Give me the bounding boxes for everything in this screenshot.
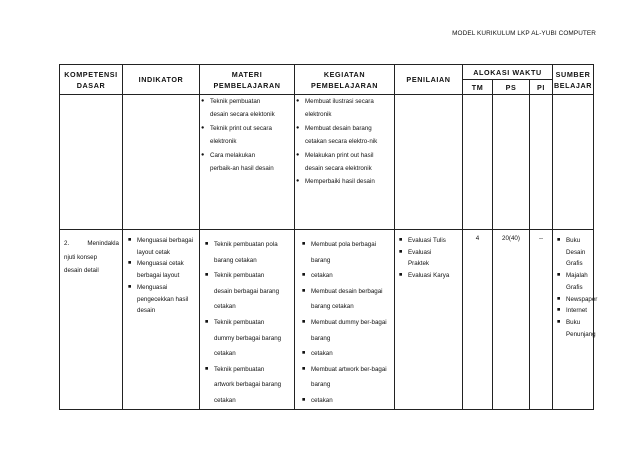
list-item-line: Membuat desain barang [305, 124, 372, 132]
list-item-line: Penunjang [566, 330, 596, 338]
list-item-line: barang [311, 256, 331, 264]
list-item [556, 270, 592, 293]
list-item [204, 315, 292, 362]
bullet-square-icon: ■ [205, 318, 209, 325]
list-item [295, 149, 394, 176]
list-item [301, 346, 392, 362]
list-item [301, 284, 392, 315]
bullet-square-icon: ■ [205, 241, 209, 247]
list-item-line: Memperbaiki hasil desain [305, 178, 375, 186]
cell-kompetensi [60, 230, 123, 410]
indikator-list [127, 235, 197, 317]
list-item-line: Menguasai berbagai [137, 237, 194, 244]
col-header-sumber-line2: BELAJAR [553, 80, 593, 90]
list-item-line: Teknik pembuatan pola [214, 241, 278, 248]
list-item [200, 149, 294, 176]
cell-tm: 4 [463, 230, 493, 410]
list-item [127, 258, 197, 281]
bullet-square-icon: ■ [128, 283, 132, 290]
list-item-line: layout cetak [137, 248, 171, 256]
list-item-line: Membuat desain berbagai [311, 287, 383, 295]
materi-list [204, 237, 292, 409]
list-item-line: Praktek [408, 260, 429, 268]
cell-indikator [123, 95, 200, 230]
list-item-line: Buku [566, 318, 581, 326]
list-item-line: Newspaper [566, 295, 598, 303]
list-item-line: Evaluasi Tulis [408, 237, 446, 244]
bullet-square-icon: ■ [399, 248, 403, 255]
list-item [127, 282, 197, 317]
list-item-line: barang [311, 381, 331, 389]
list-item [556, 294, 598, 306]
cell-ps: 20(40) [493, 230, 530, 410]
list-item [295, 175, 394, 188]
kegiatan-list [295, 95, 394, 189]
cell-penilaian [395, 95, 463, 230]
bullet-square-icon: ■ [557, 237, 561, 243]
list-item-line: Membuat pola berbagai [311, 241, 377, 248]
cell-ps [493, 95, 530, 230]
list-item [398, 235, 461, 247]
col-header-materi-line2: PEMBELAJARAN [213, 80, 281, 90]
bullet-square-icon: ■ [205, 365, 209, 372]
list-item [301, 362, 392, 393]
list-item [200, 122, 294, 149]
bullet-dot-icon: ● [296, 124, 300, 131]
bullet-square-icon: ■ [205, 272, 209, 279]
list-item-line: Menguasai [137, 283, 168, 291]
cell-indikator [123, 230, 200, 410]
list-item-line: Majalah [566, 272, 588, 280]
col-header-ps: PS [493, 80, 530, 95]
list-item-line: Menguasai cetak [137, 260, 184, 268]
bullet-square-icon: ■ [302, 350, 306, 357]
kd-line: desain detail [64, 267, 99, 274]
col-header-indikator: INDIKATOR [123, 65, 200, 95]
cell-tm [463, 95, 493, 230]
cell-sumber [553, 95, 594, 230]
col-header-kompetensi-line2: DASAR [76, 80, 106, 90]
list-item-line: barang [311, 334, 331, 342]
list-item-line: cetakan [311, 350, 333, 358]
list-item [200, 95, 294, 122]
col-header-pi: PI [530, 80, 553, 95]
list-item-line: cetakan [214, 303, 236, 311]
cell-kompetensi [60, 95, 123, 230]
list-item-line: cetakan [214, 350, 236, 358]
list-item-line: Membuat artwork ber-bagai [311, 365, 387, 373]
curriculum-table [59, 64, 598, 410]
cell-materi [200, 230, 295, 410]
list-item-line: Membuat dummy ber-bagai [311, 318, 387, 326]
list-item [398, 270, 461, 282]
bullet-dot-icon: ● [296, 151, 300, 158]
penilaian-list [398, 235, 461, 282]
list-item-line: perbaik-an hasil desain [210, 165, 274, 173]
col-header-tm: TM [463, 80, 493, 95]
list-item-line: barang cetakan [311, 303, 354, 311]
list-item-line: cetakan [311, 272, 333, 280]
col-header-alokasi: ALOKASI WAKTU [463, 65, 553, 80]
col-header-penilaian: PENILAIAN [395, 65, 463, 95]
document-header: MODEL KURIKULUM LKP AL-YUBI COMPUTER [452, 30, 596, 37]
materi-list [200, 95, 294, 175]
list-item [295, 122, 394, 149]
list-item [301, 393, 392, 409]
col-header-sumber-line1: SUMBER [555, 69, 591, 79]
list-item-line: Teknik pembuatan [214, 365, 265, 373]
col-header-kompetensi-line1: KOMPETENSI [64, 69, 118, 79]
list-item [127, 235, 197, 258]
list-item-line: Buku Desain [566, 237, 586, 256]
list-item [556, 305, 592, 317]
list-item [301, 268, 392, 284]
list-item-line: Cara melakukan [210, 151, 256, 159]
list-item [556, 317, 596, 340]
bullet-dot-icon: ● [201, 98, 205, 104]
list-item-line: cetakan secara elektro-nik [305, 138, 378, 146]
list-item-line: desain secara elektonik [210, 111, 275, 119]
kd-first-line [64, 237, 119, 251]
sumber-list [556, 235, 598, 340]
list-item-line: Grafis [566, 260, 583, 268]
list-item-line: elektronik [305, 111, 332, 119]
bullet-square-icon: ■ [557, 295, 561, 302]
list-item-line: desain berbagai barang [214, 287, 280, 295]
list-item-line: artwork berbagai barang [214, 381, 282, 389]
list-item-line: elektronik [210, 138, 237, 146]
bullet-square-icon: ■ [302, 396, 306, 403]
list-item-line: Teknik pembuatan [214, 318, 265, 326]
list-item-line: Internet [566, 307, 588, 315]
cell-materi [200, 95, 295, 230]
col-header-kompetensi [60, 65, 123, 95]
list-item [204, 362, 292, 409]
list-item-line: Evaluasi Karya [408, 272, 450, 280]
list-item-line: cetakan [214, 396, 236, 404]
cell-pi [530, 95, 553, 230]
cell-kegiatan [295, 95, 395, 230]
list-item-line: Teknik pembuatan [214, 272, 265, 280]
list-item-line: desain [137, 307, 156, 315]
table-row [60, 95, 594, 230]
list-item [295, 95, 394, 122]
col-header-materi [200, 65, 295, 95]
kd-number: 2. [64, 240, 70, 247]
list-item-line: berbagai layout [137, 272, 180, 280]
bullet-square-icon: ■ [302, 318, 306, 325]
col-header-sumber [553, 65, 594, 95]
bullet-square-icon: ■ [557, 318, 561, 325]
list-item [398, 247, 461, 270]
list-item [204, 268, 292, 315]
bullet-square-icon: ■ [302, 241, 306, 247]
cell-sumber [553, 230, 598, 410]
col-header-materi-line1: MATERI [231, 69, 263, 79]
list-item-line: Teknik print out secara [210, 124, 272, 132]
kd-line: Menindakla [87, 240, 119, 247]
list-item-line: Membuat ilustrasi secara [305, 98, 374, 105]
bullet-square-icon: ■ [128, 237, 132, 243]
bullet-dot-icon: ● [201, 151, 205, 158]
bullet-dot-icon: ● [296, 98, 300, 104]
bullet-square-icon: ■ [302, 365, 306, 372]
col-header-kegiatan-line2: PEMBELAJARAN [310, 80, 379, 90]
cell-kegiatan [295, 230, 395, 410]
list-item-line: desain secara elektronik [305, 165, 372, 173]
bullet-square-icon: ■ [557, 307, 561, 314]
list-item-line: pengecekkan hasil [137, 295, 189, 303]
list-item-line: cetakan [311, 396, 333, 404]
col-header-kegiatan [295, 65, 395, 95]
bullet-dot-icon: ● [201, 124, 205, 131]
list-item-line: Teknik pembuatan [210, 98, 261, 105]
bullet-square-icon: ■ [399, 237, 403, 243]
table-row [60, 230, 594, 410]
bullet-square-icon: ■ [399, 272, 403, 279]
cell-penilaian [395, 230, 463, 410]
bullet-dot-icon: ● [296, 178, 300, 185]
list-item-line: Grafis [566, 283, 583, 291]
bullet-square-icon: ■ [128, 260, 132, 267]
list-item-line: barang cetakan [214, 256, 257, 264]
list-item-line: Evaluasi [408, 248, 432, 256]
bullet-square-icon: ■ [302, 272, 306, 279]
list-item-line: dummy berbagai barang [214, 334, 282, 342]
kd-line: njuti konsep [64, 253, 98, 261]
list-item [301, 237, 392, 268]
bullet-square-icon: ■ [302, 287, 306, 294]
bullet-square-icon: ■ [557, 272, 561, 279]
col-header-kegiatan-line1: KEGIATAN [323, 69, 366, 79]
list-item [556, 235, 592, 270]
cell-pi: -- [530, 230, 553, 410]
list-item-line: Melakukan print out hasil [305, 151, 374, 159]
kegiatan-list [301, 237, 392, 409]
list-item [204, 237, 292, 268]
list-item [301, 315, 392, 346]
